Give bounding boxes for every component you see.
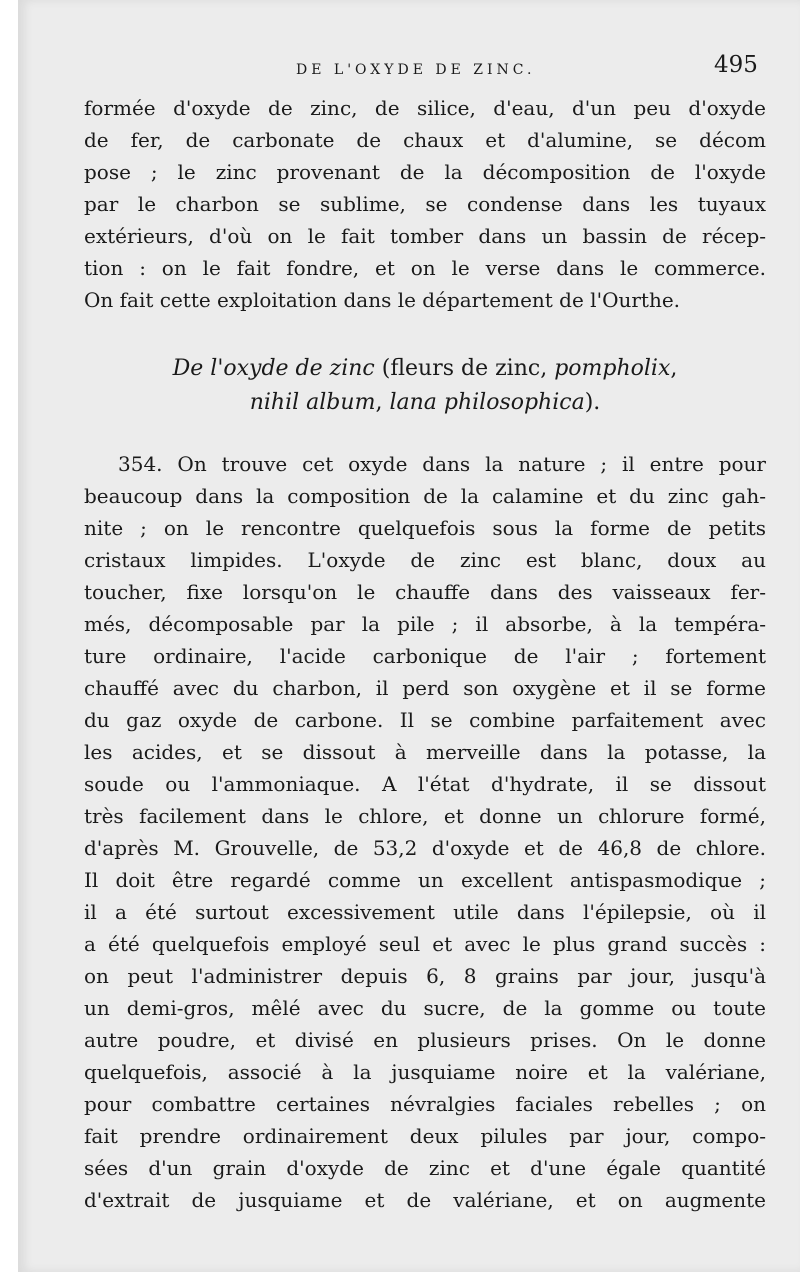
text-line: formée d'oxyde de zinc, de silice, d'eau, d'un peu d'oxyde bbox=[84, 96, 766, 120]
text-line: 354. On trouve cet oxyde dans la nature ; il entre pour bbox=[118, 452, 766, 476]
text-line: a été quelquefois employé seul et avec le plus grand succès : bbox=[84, 932, 766, 956]
text-line: du gaz oxyde de carbone. Il se combine parfaitement avec bbox=[84, 708, 766, 732]
heading-line-2 bbox=[84, 386, 766, 420]
text-line: très facilement dans le chlore, et donne un chlorure formé, bbox=[84, 804, 766, 828]
heading-synonym-pompholix: pompholix bbox=[554, 356, 671, 381]
heading-comma: , bbox=[670, 356, 678, 381]
heading-synonym-nihil-album: nihil album bbox=[249, 390, 376, 415]
heading-line-1 bbox=[84, 352, 766, 386]
text-line: quelquefois, associé à la jusquiame noire et la valériane, bbox=[84, 1060, 766, 1084]
book-page bbox=[18, 0, 800, 1272]
text-line: ture ordinaire, l'acide carbonique de l'air ; fortement bbox=[84, 644, 766, 668]
page-number: 495 bbox=[714, 52, 758, 78]
paragraph-354 bbox=[84, 448, 766, 1216]
running-title: DE L'OXYDE DE ZINC. bbox=[296, 62, 536, 78]
text-line: les acides, et se dissout à merveille dans la potasse, la bbox=[84, 740, 766, 764]
heading-title: De l'oxyde de zinc bbox=[172, 356, 375, 381]
text-line: més, décomposable par la pile ; il absorbe, à la tempéra- bbox=[84, 612, 766, 636]
text-line: d'extrait de jusquiame et de valériane, et on augmente bbox=[84, 1188, 766, 1212]
text-line: chauffé avec du charbon, il perd son oxygène et il se forme bbox=[84, 676, 766, 700]
text-line: fait prendre ordinairement deux pilules par jour, compo- bbox=[84, 1124, 766, 1148]
text-line: pose ; le zinc provenant de la décomposition de l'oxyde bbox=[84, 160, 766, 184]
text-line: cristaux limpides. L'oxyde de zinc est blanc, doux au bbox=[84, 548, 766, 572]
text-line: il a été surtout excessivement utile dans l'épilepsie, où il bbox=[84, 900, 766, 924]
text-line: autre poudre, et divisé en plusieurs prises. On le donne bbox=[84, 1028, 766, 1052]
text-line: par le charbon se sublime, se condense dans les tuyaux bbox=[84, 192, 766, 216]
text-line: Il doit être regardé comme un excellent antispasmodique ; bbox=[84, 868, 766, 892]
heading-paren-open: (fleurs de zinc, bbox=[374, 356, 555, 381]
text-line: extérieurs, d'où on le fait tomber dans un bassin de récep- bbox=[84, 224, 766, 248]
text-line: d'après M. Grouvelle, de 53,2 d'oxyde et de 46,8 de chlore. bbox=[84, 836, 766, 860]
text-line: toucher, fixe lorsqu'on le chauffe dans des vaisseaux fer- bbox=[84, 580, 766, 604]
text-line: un demi-gros, mêlé avec du sucre, de la gomme ou toute bbox=[84, 996, 766, 1020]
heading-paren-close: ). bbox=[584, 390, 601, 415]
heading-comma: , bbox=[375, 390, 390, 415]
text-line: On fait cette exploitation dans le département de l'Ourthe. bbox=[84, 288, 681, 312]
text-line: pour combattre certaines névralgies faciales rebelles ; on bbox=[84, 1092, 766, 1116]
text-line: tion : on le fait fondre, et on le verse dans le commerce. bbox=[84, 256, 766, 280]
page-header bbox=[18, 52, 800, 92]
section-heading bbox=[84, 352, 766, 420]
text-line: beaucoup dans la composition de la calamine et du zinc gah- bbox=[84, 484, 766, 508]
paragraph-zinc-extraction bbox=[84, 92, 766, 316]
text-line: on peut l'administrer depuis 6, 8 grains par jour, jusqu'à bbox=[84, 964, 766, 988]
text-line: de fer, de carbonate de chaux et d'alumine, se décom bbox=[84, 128, 766, 152]
heading-synonym-lana-philosophica: lana philosophica bbox=[389, 390, 585, 415]
text-line: soude ou l'ammoniaque. A l'état d'hydrate, il se dissout bbox=[84, 772, 766, 796]
text-line: nite ; on le rencontre quelquefois sous la forme de petits bbox=[84, 516, 766, 540]
text-line: sées d'un grain d'oxyde de zinc et d'une égale quantité bbox=[84, 1156, 766, 1180]
